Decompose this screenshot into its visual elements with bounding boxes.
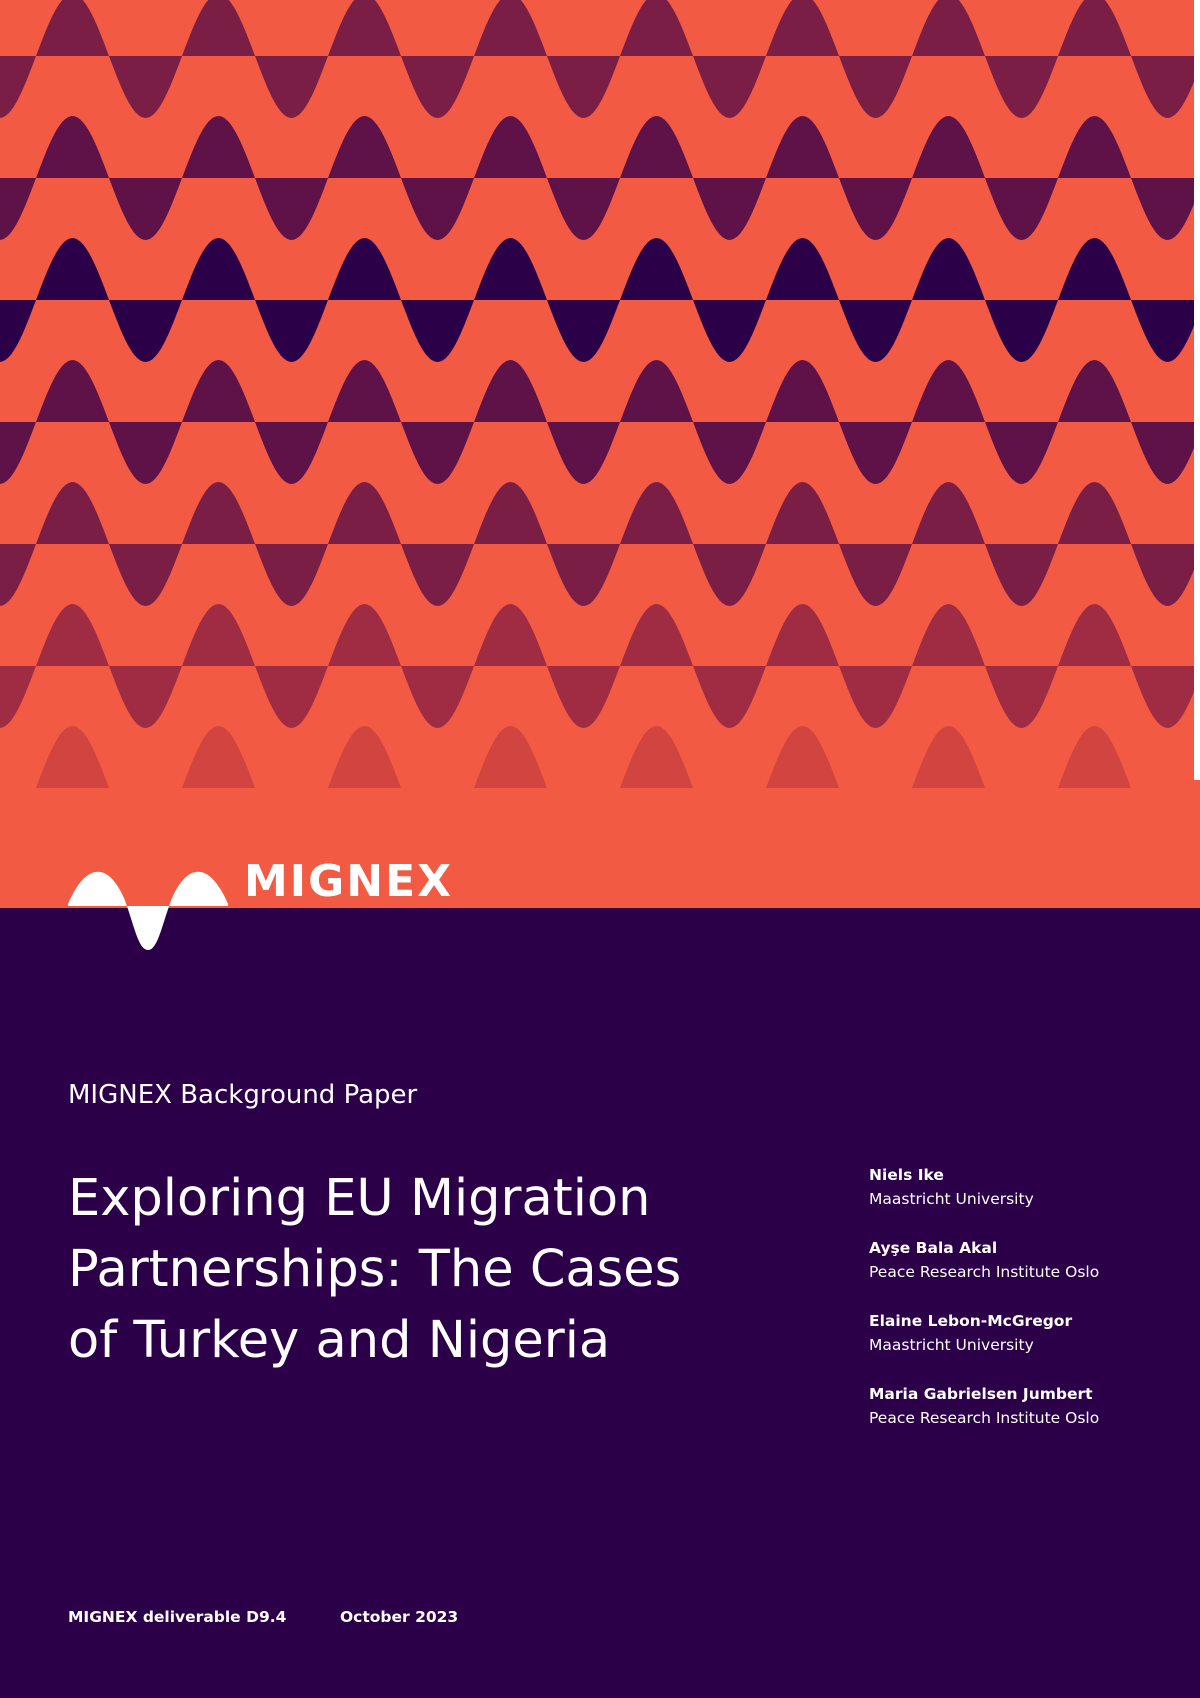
title-line-1: Exploring EU Migration (68, 1169, 651, 1228)
document-title (68, 1163, 808, 1376)
wave-bump (36, 726, 109, 788)
wave-row (0, 604, 1200, 728)
wave-row (0, 0, 1200, 118)
author-entry (869, 1236, 1179, 1284)
author-list (869, 1163, 1179, 1455)
wave-row (0, 360, 1200, 484)
author-name: Elaine Lebon-McGregor (869, 1312, 1073, 1330)
author-entry (869, 1309, 1179, 1357)
author-entry (869, 1382, 1179, 1430)
series-label: MIGNEX Background Paper (68, 1080, 418, 1110)
wave-bump (912, 726, 985, 788)
author-affiliation: Maastricht University (869, 1190, 1034, 1208)
title-line-2: Partnerships: The Cases (68, 1240, 682, 1299)
title-line-3: of Turkey and Nigeria (68, 1311, 611, 1370)
mignex-logo (68, 856, 488, 964)
wave-bump (1058, 726, 1131, 788)
mignex-wave-logo-icon (68, 864, 228, 954)
author-affiliation: Peace Research Institute Oslo (869, 1263, 1100, 1281)
author-name: Ayşe Bala Akal (869, 1239, 998, 1257)
wave-row (0, 238, 1200, 362)
wave-bump (474, 726, 547, 788)
wave-bump (766, 726, 839, 788)
wave-row (0, 116, 1200, 240)
wave-bump (182, 726, 255, 788)
author-name: Maria Gabrielsen Jumbert (869, 1385, 1093, 1403)
deliverable-label: MIGNEX deliverable D9.4 (68, 1608, 287, 1626)
wave-bump (328, 726, 401, 788)
author-affiliation: Peace Research Institute Oslo (869, 1409, 1100, 1427)
wave-row (0, 482, 1200, 606)
author-entry (869, 1163, 1179, 1211)
page-edge-strip (1194, 0, 1200, 780)
author-affiliation: Maastricht University (869, 1336, 1034, 1354)
publication-date: October 2023 (340, 1608, 459, 1626)
author-name: Niels Ike (869, 1166, 944, 1184)
logo-wordmark: MIGNEX (244, 856, 454, 907)
wave-bump (620, 726, 693, 788)
